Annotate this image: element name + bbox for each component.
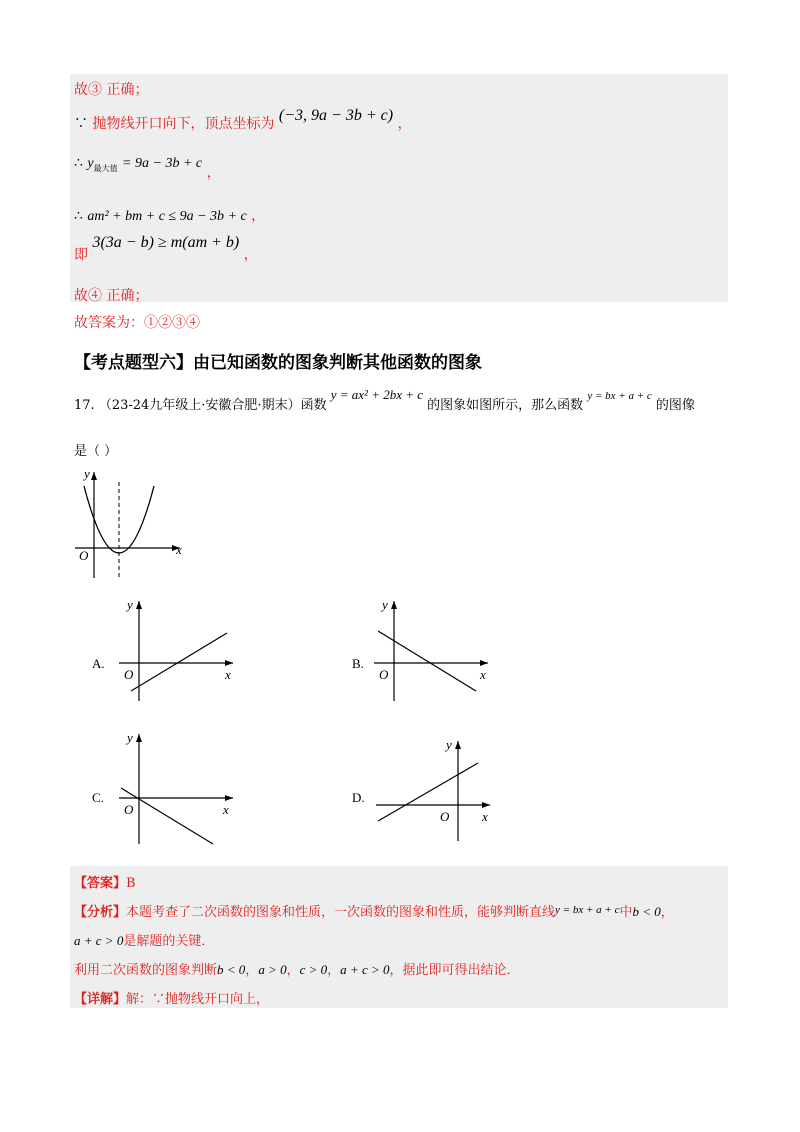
x-label: x [176,542,182,557]
question-line-2: 是（ ） [74,444,118,459]
x-axis-arrow [225,795,233,801]
y-axis-arrow [136,601,142,609]
detail-tag: 【详解】 [74,992,127,1007]
detail-text: 解：∵抛物线开口向上， [126,992,270,1007]
equivalent-line [74,232,258,263]
method-line [74,959,520,978]
y-axis-arrow [91,472,97,480]
question-source: （23-24九年级上·安徽合肥·期末） [98,398,301,413]
x-axis-arrow [480,660,488,666]
condition-ac: a + c > 0 [340,962,390,977]
y-label: y [127,597,133,612]
punct: ， [206,165,221,181]
parabola-figure [70,460,200,585]
y-label: y [127,730,133,745]
origin-label: O [79,548,89,563]
y-axis-arrow [391,601,397,609]
question-text: 函数 [300,398,327,413]
therefore-symbol: ∴ [74,155,83,171]
conclusion-line-3: 故③ 正确； [74,82,149,98]
method-text: ，据此即可得出结论． [389,963,520,978]
answer-tag: 【答案】 [74,876,127,891]
y-axis-arrow [136,734,142,742]
analysis-text: 本题考查了二次函数的图象和性质，一次函数的图象和性质，能够判断直线 [126,905,556,920]
x-axis-arrow [225,660,233,666]
vertex-line [74,107,412,133]
max-subscript: 最大值 [93,164,118,173]
line-graph [378,763,478,821]
option-a-label[interactable]: A. [92,656,105,671]
because-symbol: ∵ [74,116,88,132]
analysis-tag: 【分析】 [74,905,127,920]
max-value-line [74,152,221,181]
analysis-text: 是解题的关键． [123,934,215,949]
analysis-line-2 [74,930,214,949]
punct: ， [660,905,674,920]
y-axis-arrow [455,741,461,749]
punct: ， [245,963,259,978]
method-text: 利用二次函数的图象判断 [74,963,218,978]
option-b-label[interactable]: B. [352,656,364,671]
origin-label: O [124,802,134,817]
section-heading: 【考点题型六】由已知函数的图象判断其他函数的图象 [74,353,482,373]
punct: ， [243,247,258,263]
question-line-1 [74,387,695,413]
quadratic-function: y = ax² + 2bx + c [330,387,424,402]
option-d-label[interactable]: D. [352,790,365,805]
option-a-graph[interactable] [115,595,245,705]
y-label: y [382,597,388,612]
option-b-graph[interactable] [370,595,500,705]
punct: ， [327,963,341,978]
condition-b: b < 0 [217,962,246,977]
analysis-condition-ac: a + c > 0 [74,933,124,948]
therefore-symbol: ∴ [74,208,83,224]
origin-label: O [440,809,450,824]
y-var: y [87,156,94,171]
line-graph [378,631,476,691]
detail-line [74,988,269,1007]
y-label: y [446,737,452,752]
condition-a: a > 0 [258,962,287,977]
vertex-coordinates: (−3, 9a − 3b + c) [278,107,394,124]
condition-c: c > 0 [299,962,328,977]
equivalent-text: 即 [74,247,88,263]
inequality-expression: am² + bm + c ≤ 9a − 3b + c [87,209,247,224]
origin-label: O [379,667,389,682]
x-label: x [223,802,229,817]
option-c-label[interactable]: C. [92,790,104,805]
conclusion-line-4: 故④ 正确； [74,288,149,304]
punct: ， [251,208,266,224]
option-d-graph[interactable] [372,735,502,845]
y-label: y [84,466,90,481]
vertex-text: 抛物线开口向下，顶点坐标为 [92,116,275,132]
solution-panel-top [70,74,728,302]
x-label: x [482,809,488,824]
question-number: 17. [74,398,95,413]
line-graph [131,633,227,691]
origin-label: O [124,667,134,682]
answer-line [74,872,136,891]
linear-function: y = bx + a + c [587,390,652,402]
option-c-graph[interactable] [115,728,245,848]
x-label: x [480,667,486,682]
max-value-expression: = 9a − 3b + c [122,156,203,171]
inequality-line [74,205,265,225]
punct: ， [397,116,412,132]
x-axis-arrow [482,802,490,808]
punct: ， [286,963,300,978]
equivalent-expression: 3(3a − b) ≥ m(am + b) [92,234,240,251]
analysis-text: 中 [619,905,633,920]
answer-value: B [126,876,136,891]
x-label: x [225,667,231,682]
analysis-condition-b: b < 0 [632,904,661,919]
answer-summary: 故答案为：①②③④ [74,315,200,331]
analysis-line [74,901,674,920]
analysis-line-function: y = bx + a + c [555,904,620,916]
line-graph [121,788,213,844]
question-text: 的图像 [655,398,695,413]
question-text: 的图象如图所示，那么函数 [427,398,584,413]
